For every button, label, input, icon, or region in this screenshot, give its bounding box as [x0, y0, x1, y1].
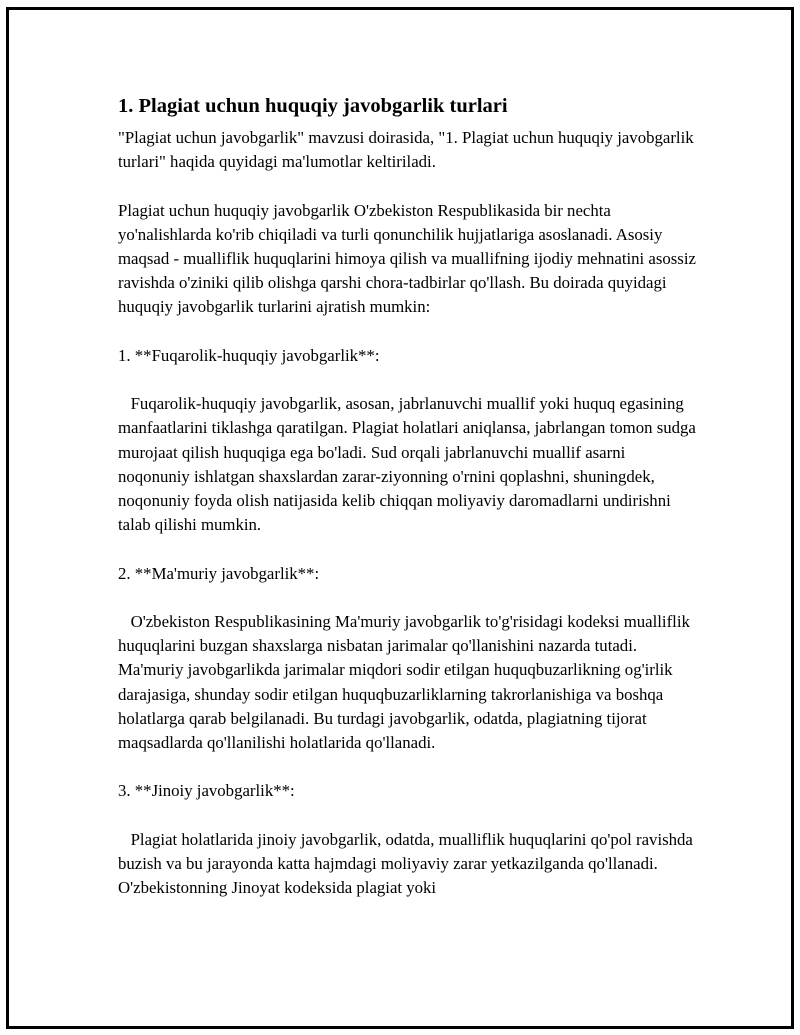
criminal-liability-paragraph: Plagiat holatlarida jinoiy javobgarlik, odatda, mualliflik huquqlarini qo'pol ravishda buzish va bu jarayonda katta hajmdagi moliyaviy zarar yetkazilganda qo'llanadi. O'zbekistonning Jinoyat kodeksida plagiat yoki [118, 829, 698, 898]
intro-paragraph: "Plagiat uchun javobgarlik" mavzusi doirasida, "1. Plagiat uchun huquqiy javobgarlik turlari" haqida quyidagi ma'lumotlar keltiriladi. [118, 128, 698, 172]
paragraph-spacer [118, 755, 698, 779]
section-heading-administrative: 2. **Ma'muriy javobgarlik**: [118, 563, 320, 583]
document-body [118, 92, 701, 900]
administrative-liability-paragraph: O'zbekiston Respublikasining Ma'muriy javobgarlik to'g'risidagi kodeksi mualliflik huquqlarini buzgan shaxslarga nisbatan jarimalar qo'llanishini nazarda tutadi. Ma'muriy javobgarlikda jarimalar miqdori sodir etilgan huquqbuzarlikning og'irlik darajasiga, shunday sodir etilgan huquqbuzarliklarning takrorlanishiga va boshqa holatlarga qarab belgilanadi. Bu turdagi javobgarlik, odatda, plagiatning tijorat maqsadlarda qo'llanilishi holatlarida qo'llanadi. [118, 611, 695, 752]
overview-paragraph: Plagiat uchun huquqiy javobgarlik O'zbekiston Respublikasida bir nechta yo'nalishlarda ko'rib chiqiladi va turli qonunchilik hujjatlariga asoslanadi. Asosiy maqsad - mualliflik huquqlarini himoya qilish va muallifning ijodiy mehnatini asossiz ravishda o'ziniki qilib olishga qarshi chora-tadbirlar qo'llash. Bu doirada quyidagi huquqiy javobgarlik turlarini ajratish mumkin: [118, 200, 701, 317]
paragraph-spacer [118, 804, 698, 828]
section-heading-criminal: 3. **Jinoiy javobgarlik**: [118, 781, 295, 801]
paragraph-spacer [118, 537, 698, 561]
paragraph-spacer [118, 174, 698, 198]
paragraph-spacer [118, 320, 698, 344]
section-heading-civil: 1. **Fuqarolik-huquqiy javobgarlik**: [118, 345, 380, 365]
paragraph-spacer [118, 586, 698, 610]
document-title: 1. Plagiat uchun huquqiy javobgarlik turlari [118, 95, 508, 117]
civil-liability-paragraph: Fuqarolik-huquqiy javobgarlik, asosan, jabrlanuvchi muallif yoki huquq egasining manfaatlarini tiklashga qaratilgan. Plagiat holatlari aniqlansa, jabrlangan tomon sudga murojaat qilish huquqiga ega bo'ladi. Sud orqali jabrlanuvchi muallif asarni noqonuniy ishlatgan shaxslardan zarar-ziyonning o'rnini qoplashni, shuningdek, noqonuniy foyda olish natijasida kelib chiqqan moliyaviy daromadlarni undirishni talab qilishi mumkin. [118, 394, 701, 535]
paragraph-spacer [118, 368, 698, 392]
